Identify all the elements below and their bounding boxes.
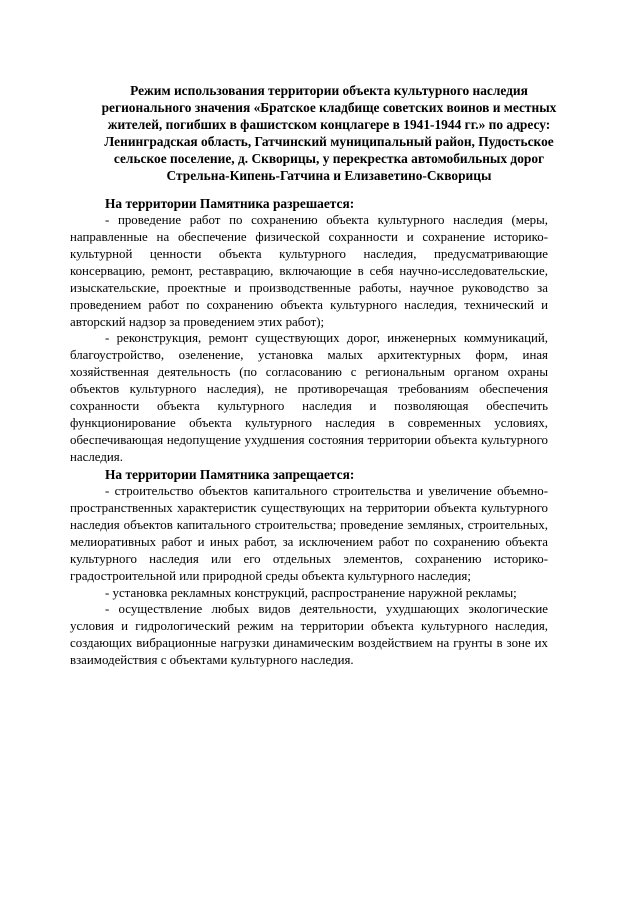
title-line: регионального значения «Братское кладбище советских воинов и местных — [101, 100, 557, 116]
prohibited-item: - строительство объектов капитального строительства и увеличение объемно-пространственных характеристик существующих на территории объекта культурного наследия объектов капитального строительства; проведение земляных, строительных, мелиоративных работ и иных работ, за исключением работ по сохранению объекта культурного наследия или его отдельных элементов, сохранению историко-градостроительной или природной среды объекта культурного наследия; — [70, 484, 548, 583]
allowed-item: - проведение работ по сохранению объекта культурного наследия (меры, направленные на обеспечение физической сохранности и сохранение историко-культурной ценности объекта культурного наследия, предусматривающие консервацию, ремонт, реставрацию, включающие в себя научно-исследовательские, изыскательские, проектные и производственные работы, научное руководство за проведением работ по сохранению объекта культурного наследия, технический и авторский надзор за проведением этих работ); — [70, 213, 548, 329]
title-line: жителей, погибших в фашистском концлагере в 1941-1944 гг.» по адресу: — [107, 117, 551, 133]
title-line: Стрельна-Кипень-Гатчина и Елизаветино-Скворицы — [166, 168, 492, 184]
allowed-heading: На территории Памятника разрешается: — [105, 196, 355, 211]
document-title — [70, 82, 588, 185]
title-line: Режим использования территории объекта культурного наследия — [130, 83, 528, 98]
title-line: Ленинградская область, Гатчинский муниципальный район, Пудостьское — [104, 134, 554, 150]
prohibited-item: - осуществление любых видов деятельности, ухудшающих экологические условия и гидрологический режим на территории объекта культурного наследия, создающих вибрационные нагрузки динамическим воздействием на грунты в зоне их взаимодействия с объектами культурного наследия. — [70, 602, 548, 668]
allowed-section — [70, 195, 548, 466]
prohibited-section — [70, 466, 548, 669]
prohibited-heading: На территории Памятника запрещается: — [105, 467, 355, 482]
prohibited-item: - установка рекламных конструкций, распространение наружной рекламы; — [105, 585, 517, 600]
title-line: сельское поселение, д. Скворицы, у перекрестка автомобильных дорог — [113, 151, 545, 167]
allowed-item: - реконструкция, ремонт существующих дорог, инженерных коммуникаций, благоустройство, озеленение, установка малых архитектурных форм, иная хозяйственная деятельность (по согласованию с региональным органом охраны объектов культурного наследия), не противоречащая требованиям обеспечения сохранности объекта культурного наследия и позволяющая обеспечить функционирование объекта культурного наследия в современных условиях, обеспечивающая недопущение ухудшения состояния территории объекта культурного наследия. — [70, 331, 548, 464]
